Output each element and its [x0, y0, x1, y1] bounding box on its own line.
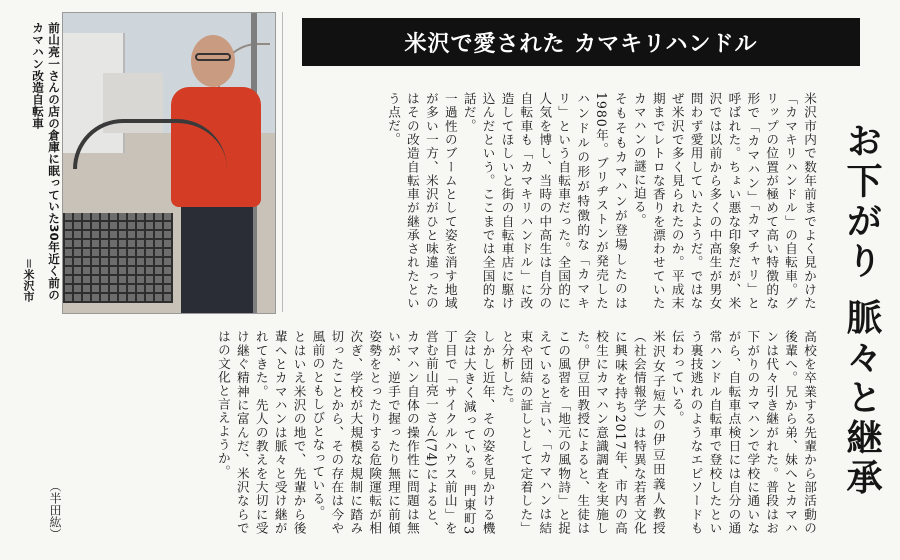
- author-signature: （半田紘）: [48, 480, 62, 540]
- article-body-bottom: [36, 330, 818, 535]
- mantis-handlebar: [73, 119, 227, 169]
- body-paragraph: 米沢市内で数年前までよく見かけた「カマキリハンドル」の自転車。グリップの位置が極めて高い特徴的な形で「カマハン」「カマチャリ」と呼ばれた。ちょい悪な印象だが、米沢では以前から多くの中高生が男女問わず愛用していたようだ。ではなぜ米沢で多く見られたのか。平成末期までレトロな香りを漂わせていたカマハンの謎に迫る。: [631, 92, 817, 310]
- body-paragraph: 高校を卒業する先輩から部活動の後輩へ。兄から弟、妹へとカマハンは代々引き継がれた。普段はお下がりのカマハンで学校に通いながら、自転車点検日には自分の通常ハンドル自転車で登校したという裏技逃れのようなエピソードも伝わっている。: [669, 330, 817, 535]
- column-rule: [282, 12, 283, 312]
- bicycle-basket: [63, 213, 173, 303]
- body-paragraph: 一過性のブームとして姿を消す地域が多い一方、米沢がひと味違ったのはその改造自転車が継承されたという点だ。: [386, 92, 458, 310]
- article-banner: 米沢で愛された カマキリハンドル: [302, 18, 860, 66]
- man-head: [191, 35, 235, 87]
- man-legs: [181, 203, 253, 313]
- body-paragraph: しかし近年、その姿を見かける機会は大きく減っている。門東町3丁目で「サイクルハウス前山」を営む前山亮一さん(74)によると、カマハン自体の操作性に問題は無いが、逆手で握ったり無理に前傾姿勢をとったりする危険運転が相次ぎ、学校が大規模な規制に踏み切ったことから、その存在は今や風前のともしびとなっている。: [310, 330, 496, 535]
- article-body-top: [286, 92, 818, 310]
- photo-caption: 前山亮一さんの店の倉庫に眠っていた30年近く前のカマハン改造自転車: [31, 22, 61, 301]
- article-photo: [62, 12, 276, 314]
- man-glasses: [195, 53, 231, 61]
- body-paragraph: 米沢女子短大の伊豆田義人教授（社会情報学）は特異な若者文化に興味を持ち2017年、市内の高校生にカマハン意識調査を実施した。伊豆田教授によると、生徒はこの風習を「地元の風物詩」と捉えていると言い、「カマハンは結束や団結の証しとして定着した」と分析した。: [499, 330, 666, 535]
- photo-credit: ＝米沢市: [22, 258, 35, 302]
- body-paragraph: とはいえ米沢の地で、先輩から後輩へとカマハンは脈々と受け継がれてきた。先人の教えを大切に受け継ぐ精神に富んだ、米沢ならではの文化と言えようか。: [215, 330, 307, 535]
- article-headline: お下がり 脈々と継承: [841, 122, 883, 499]
- body-paragraph: そもそもカマハンが登場したのは1980年。ブリヂストンが発売したハンドルの形が特徴的な「カマキリ」という自転車だった。全国的に人気を博し、当時の中高生は自分の自転車も「カマキリハンドル」に改造してほしいと街の自転車店に駆け込んだという。ここまでは全国的な話だ。: [461, 92, 628, 310]
